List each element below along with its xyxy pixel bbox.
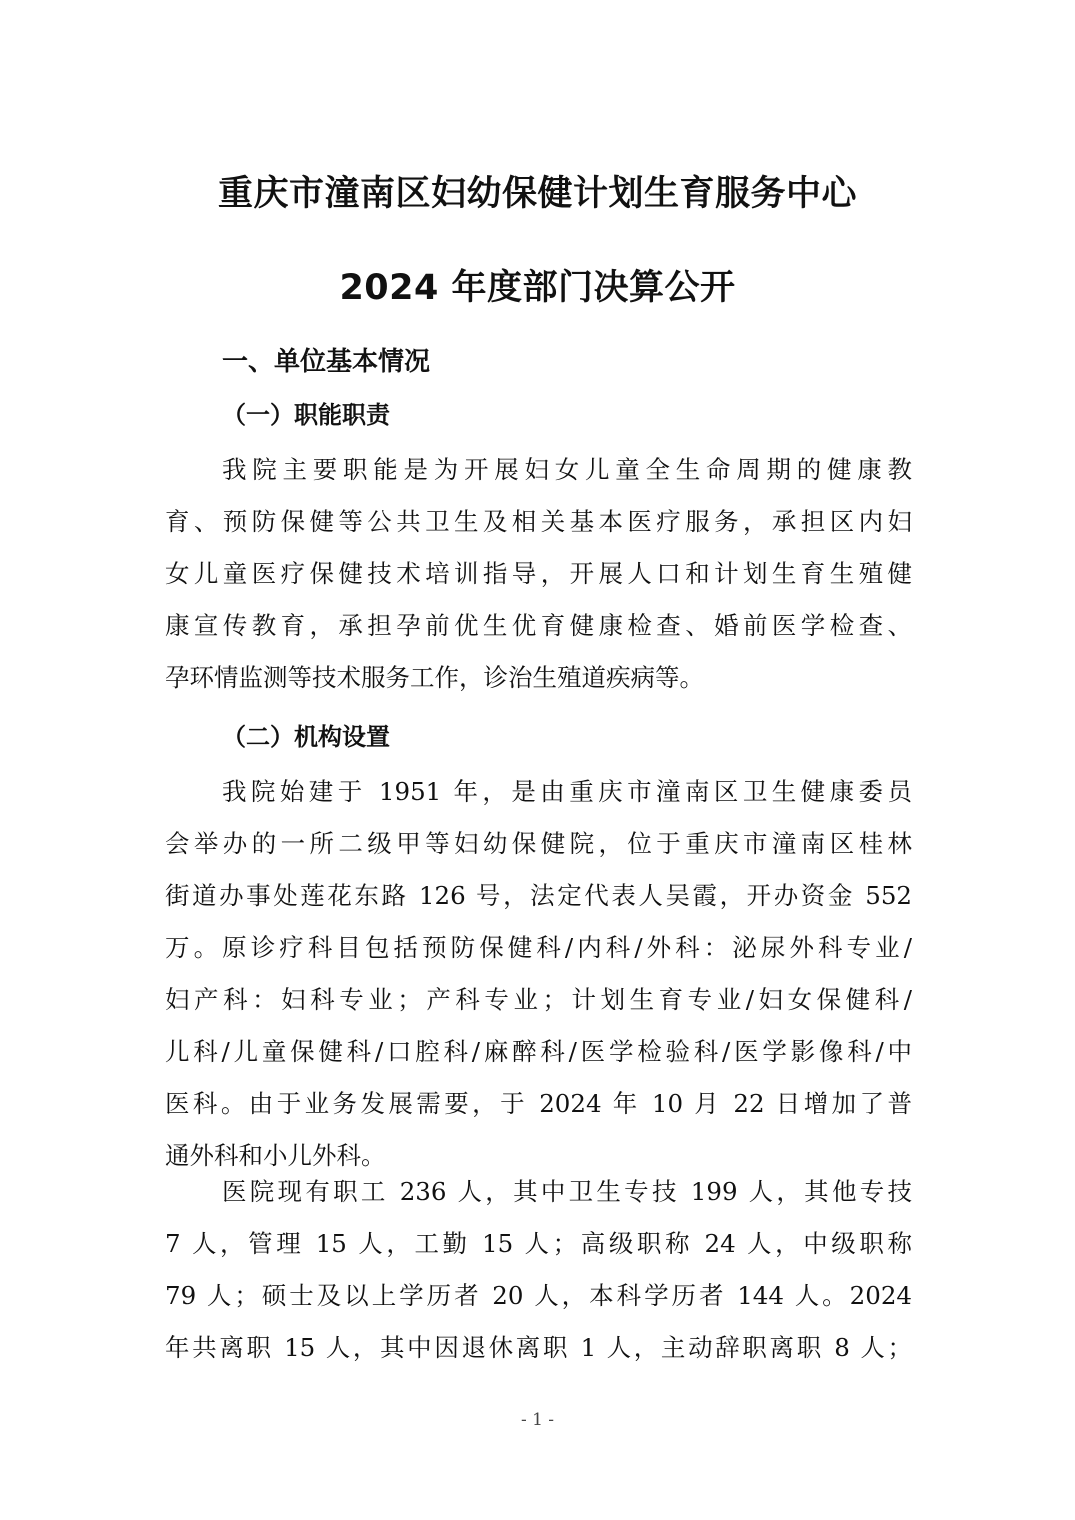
paragraph-line: 79 人；硕士及以上学历者 20 人，本科学历者 144 人。2024 — [165, 1281, 912, 1310]
document-title-line2: 2024 年度部门决算公开 — [339, 268, 736, 308]
paragraph-line: 女儿童医疗保健技术培训指导，开展人口和计划生育生殖健 — [165, 559, 912, 588]
document-title-line1: 重庆市潼南区妇幼保健计划生育服务中心 — [217, 174, 857, 214]
paragraph-line: 会举办的一所二级甲等妇幼保健院，位于重庆市潼南区桂林 — [165, 829, 912, 858]
paragraph-staff — [165, 1166, 912, 1374]
section-heading-basic-info: 一、单位基本情况 — [222, 347, 431, 377]
paragraph-line: 康宣传教育，承担孕前优生优育健康检查、婚前医学检查、 — [165, 611, 912, 640]
paragraph-line: 妇产科：妇科专业；产科专业；计划生育专业/妇女保健科/ — [165, 985, 912, 1014]
paragraph-line: 孕环情监测等技术服务工作，诊治生殖道疾病等。 — [165, 663, 704, 692]
paragraph-organization — [165, 766, 912, 1182]
paragraph-line: 医院现有职工 236 人，其中卫生专技 199 人，其他专技 — [222, 1177, 912, 1206]
paragraph-line: 我院始建于 1951 年，是由重庆市潼南区卫生健康委员 — [222, 777, 912, 806]
paragraph-line: 通外科和小儿外科。 — [165, 1141, 386, 1170]
paragraph-line: 年共离职 15 人，其中因退休离职 1 人，主动辞职离职 8 人； — [165, 1333, 912, 1362]
paragraph-line: 我院主要职能是为开展妇女儿童全生命周期的健康教 — [222, 455, 912, 484]
subsection-heading-functions: （一）职能职责 — [222, 401, 390, 429]
paragraph-line: 医科。由于业务发展需要，于 2024 年 10 月 22 日增加了普 — [165, 1089, 912, 1118]
paragraph-functions — [165, 444, 912, 704]
paragraph-line: 万。原诊疗科目包括预防保健科/内科/外科：泌尿外科专业/ — [165, 933, 912, 962]
paragraph-line: 儿科/儿童保健科/口腔科/麻醉科/医学检验科/医学影像科/中 — [165, 1037, 912, 1066]
paragraph-line: 育、预防保健等公共卫生及相关基本医疗服务，承担区内妇 — [165, 507, 912, 536]
paragraph-line: 7 人，管理 15 人，工勤 15 人；高级职称 24 人，中级职称 — [165, 1229, 912, 1258]
paragraph-line: 街道办事处莲花东路 126 号，法定代表人吴霞，开办资金 552 — [165, 881, 912, 910]
page-number: - 1 - — [520, 1410, 555, 1430]
subsection-heading-organization: （二）机构设置 — [222, 723, 390, 751]
